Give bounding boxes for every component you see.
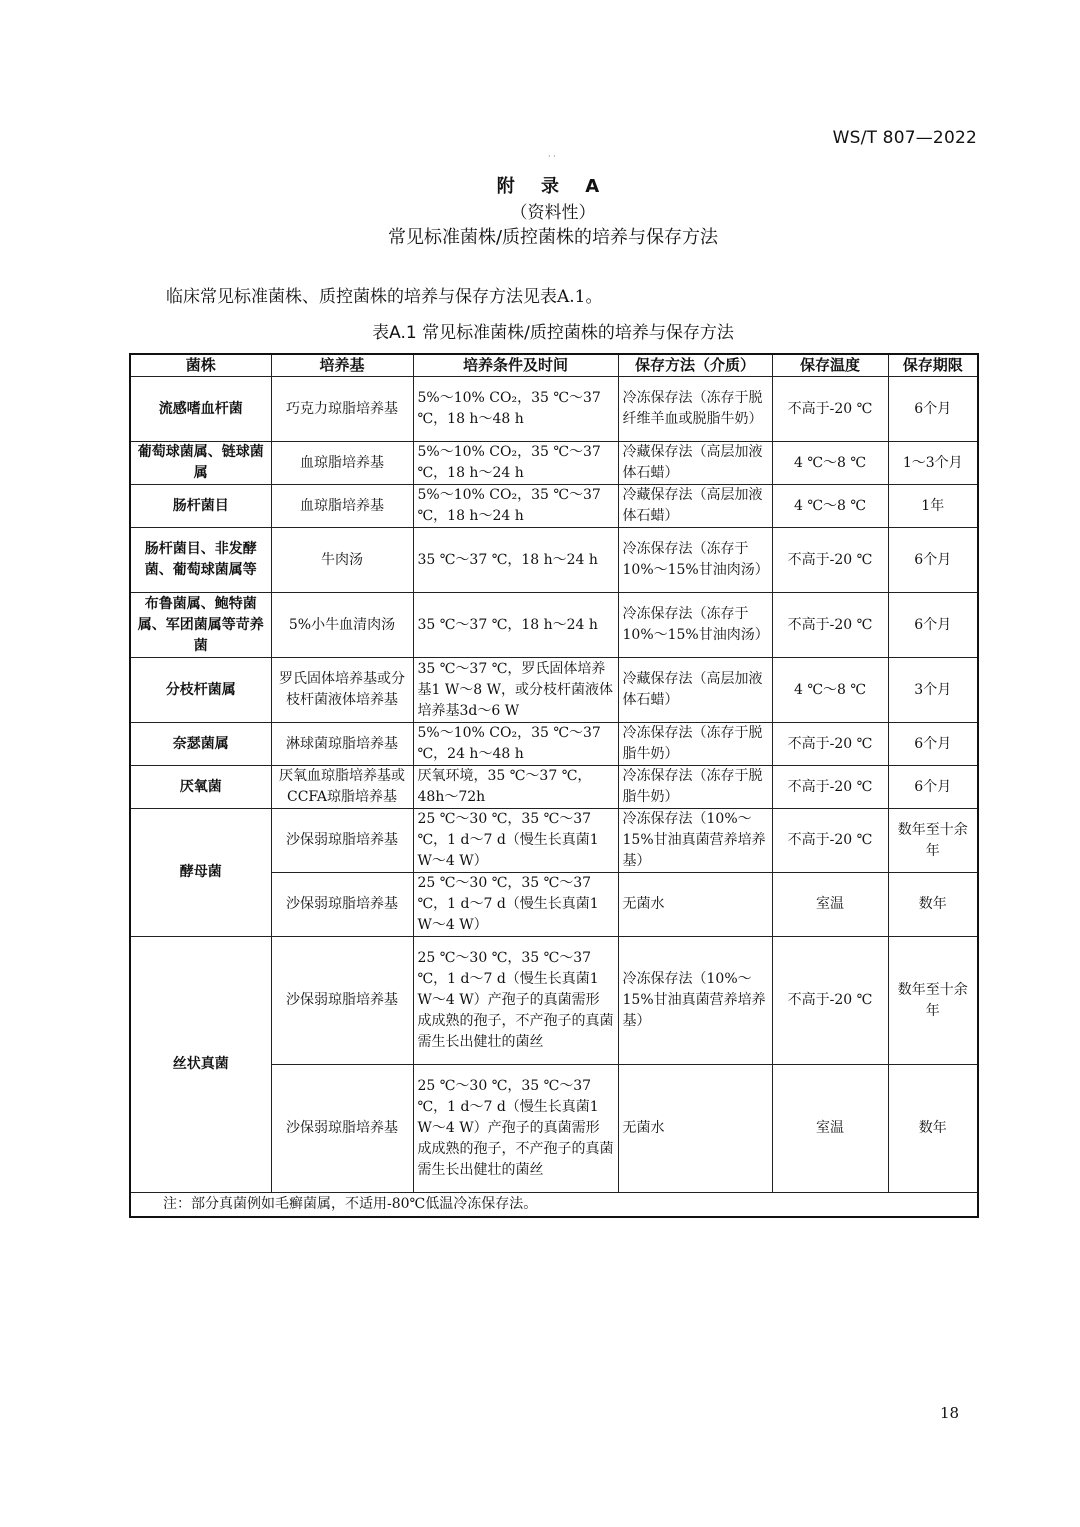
cell-period: 数年 xyxy=(888,873,978,937)
header-medium: 培养基 xyxy=(271,354,413,377)
cell-condition: 5%～10% CO₂，35 ℃～37 ℃，24 h～48 h xyxy=(413,723,618,766)
cell-method: 冷冻保存法（冻存于脱纤维羊血或脱脂牛奶） xyxy=(618,377,772,442)
cell-medium: 沙保弱琼脂培养基 xyxy=(271,873,413,937)
cell-condition: 厌氧环境，35 ℃～37 ℃，48h～72h xyxy=(413,766,618,809)
table-row xyxy=(130,485,978,528)
cell-period: 6个月 xyxy=(888,593,978,658)
cell-medium: 牛肉汤 xyxy=(271,528,413,593)
cell-period: 6个月 xyxy=(888,377,978,442)
culture-storage-table xyxy=(129,353,979,1218)
cell-condition: 25 ℃～30 ℃，35 ℃～37 ℃，1 d～7 d（慢生长真菌1 W～4 W）产孢子的真菌需形成成熟的孢子，不产孢子的真菌需生长出健壮的菌丝 xyxy=(413,937,618,1065)
cell-method: 冷冻保存法（10%～15%甘油真菌营养培养基） xyxy=(618,809,772,873)
cell-period: 3个月 xyxy=(888,658,978,723)
cell-strain: 布鲁菌属、鲍特菌属、军团菌属等苛养菌 xyxy=(130,593,271,658)
table-row xyxy=(130,809,978,873)
cell-temperature: 4 ℃～8 ℃ xyxy=(772,442,888,485)
cell-period: 1～3个月 xyxy=(888,442,978,485)
cell-period: 6个月 xyxy=(888,723,978,766)
cell-period: 6个月 xyxy=(888,766,978,809)
cell-temperature: 室温 xyxy=(772,1065,888,1193)
cell-method: 冷冻保存法（冻存于 10%～15%甘油肉汤） xyxy=(618,528,772,593)
cell-medium: 5%小牛血清肉汤 xyxy=(271,593,413,658)
cell-medium: 沙保弱琼脂培养基 xyxy=(271,937,413,1065)
cell-temperature: 不高于-20 ℃ xyxy=(772,593,888,658)
cell-medium: 沙保弱琼脂培养基 xyxy=(271,809,413,873)
cell-medium: 血琼脂培养基 xyxy=(271,442,413,485)
table-row xyxy=(130,723,978,766)
cell-strain: 流感嗜血杆菌 xyxy=(130,377,271,442)
cell-period: 1年 xyxy=(888,485,978,528)
cell-strain: 葡萄球菌属、链球菌属 xyxy=(130,442,271,485)
cell-condition: 5%～10% CO₂，35 ℃～37 ℃，18 h～24 h xyxy=(413,442,618,485)
cell-temperature: 不高于-20 ℃ xyxy=(772,528,888,593)
header-condition: 培养条件及时间 xyxy=(413,354,618,377)
table-row xyxy=(130,658,978,723)
header-temperature: 保存温度 xyxy=(772,354,888,377)
document-code: WS/T 807—2022 xyxy=(832,128,977,148)
cell-condition: 25 ℃～30 ℃，35 ℃～37 ℃，1 d～7 d（慢生长真菌1 W～4 W） xyxy=(413,809,618,873)
cell-method: 冷藏保存法（高层加液体石蜡） xyxy=(618,658,772,723)
table-row xyxy=(130,377,978,442)
cell-strain: 肠杆菌目、非发酵菌、葡萄球菌属等 xyxy=(130,528,271,593)
appendix-heading: 常见标准菌株/质控菌株的培养与保存方法 xyxy=(387,227,719,248)
cell-period: 6个月 xyxy=(888,528,978,593)
cell-strain-yeast: 酵母菌 xyxy=(130,809,271,937)
print-mark: · · xyxy=(548,152,556,161)
header-method: 保存方法（介质） xyxy=(618,354,772,377)
cell-method: 冷冻保存法（冻存于脱脂牛奶） xyxy=(618,766,772,809)
cell-condition: 25 ℃～30 ℃，35 ℃～37 ℃，1 d～7 d（慢生长真菌1 W～4 W） xyxy=(413,873,618,937)
cell-medium: 淋球菌琼脂培养基 xyxy=(271,723,413,766)
table-note-row xyxy=(130,1193,978,1217)
table-row xyxy=(130,937,978,1065)
cell-condition: 35 ℃～37 ℃，罗氏固体培养基1 W～8 W，或分枝杆菌液体培养基3d～6 W xyxy=(413,658,618,723)
cell-condition: 5%～10% CO₂，35 ℃～37 ℃，18 h～48 h xyxy=(413,377,618,442)
cell-strain: 厌氧菌 xyxy=(130,766,271,809)
cell-condition: 35 ℃～37 ℃，18 h～24 h xyxy=(413,528,618,593)
cell-method: 冷冻保存法（10%～15%甘油真菌营养培养基） xyxy=(618,937,772,1065)
table-note: 注：部分真菌例如毛癣菌属，不适用-80℃低温冷冻保存法。 xyxy=(130,1193,978,1217)
cell-medium: 厌氧血琼脂培养基或CCFA琼脂培养基 xyxy=(271,766,413,809)
cell-temperature: 不高于-20 ℃ xyxy=(772,766,888,809)
table-row xyxy=(130,528,978,593)
cell-medium: 血琼脂培养基 xyxy=(271,485,413,528)
cell-condition: 35 ℃～37 ℃，18 h～24 h xyxy=(413,593,618,658)
cell-method: 冷冻保存法（冻存于脱脂牛奶） xyxy=(618,723,772,766)
cell-method: 冷藏保存法（高层加液体石蜡） xyxy=(618,485,772,528)
intro-paragraph: 临床常见标准菌株、质控菌株的培养与保存方法见表A.1。 xyxy=(166,287,603,307)
cell-strain-mold: 丝状真菌 xyxy=(130,937,271,1193)
header-period: 保存期限 xyxy=(888,354,978,377)
cell-medium: 沙保弱琼脂培养基 xyxy=(271,1065,413,1193)
appendix-nature: （资料性） xyxy=(510,203,596,223)
cell-strain: 奈瑟菌属 xyxy=(130,723,271,766)
page-number: 18 xyxy=(940,1404,960,1422)
cell-strain: 肠杆菌目 xyxy=(130,485,271,528)
cell-temperature: 不高于-20 ℃ xyxy=(772,937,888,1065)
cell-period: 数年 xyxy=(888,1065,978,1193)
cell-medium: 巧克力琼脂培养基 xyxy=(271,377,413,442)
table-row xyxy=(130,442,978,485)
cell-medium: 罗氏固体培养基或分枝杆菌液体培养基 xyxy=(271,658,413,723)
cell-temperature: 室温 xyxy=(772,873,888,937)
cell-period: 数年至十余年 xyxy=(888,809,978,873)
cell-temperature: 不高于-20 ℃ xyxy=(772,723,888,766)
table-caption: 表A.1 常见标准菌株/质控菌株的培养与保存方法 xyxy=(372,323,734,343)
cell-temperature: 不高于-20 ℃ xyxy=(772,809,888,873)
table-header-row xyxy=(130,354,978,377)
cell-condition: 5%～10% CO₂，35 ℃～37 ℃，18 h～24 h xyxy=(413,485,618,528)
cell-strain: 分枝杆菌属 xyxy=(130,658,271,723)
table-row xyxy=(130,593,978,658)
cell-method: 冷冻保存法（冻存于10%～15%甘油肉汤） xyxy=(618,593,772,658)
cell-temperature: 4 ℃～8 ℃ xyxy=(772,658,888,723)
cell-temperature: 4 ℃～8 ℃ xyxy=(772,485,888,528)
cell-period: 数年至十余年 xyxy=(888,937,978,1065)
appendix-title: 附 录 A xyxy=(496,176,610,197)
cell-method: 冷藏保存法（高层加液体石蜡） xyxy=(618,442,772,485)
cell-method: 无菌水 xyxy=(618,1065,772,1193)
header-strain: 菌株 xyxy=(130,354,271,377)
table-row xyxy=(130,766,978,809)
cell-method: 无菌水 xyxy=(618,873,772,937)
cell-condition: 25 ℃～30 ℃，35 ℃～37 ℃，1 d～7 d（慢生长真菌1 W～4 W）产孢子的真菌需形成成熟的孢子，不产孢子的真菌需生长出健壮的菌丝 xyxy=(413,1065,618,1193)
cell-temperature: 不高于-20 ℃ xyxy=(772,377,888,442)
